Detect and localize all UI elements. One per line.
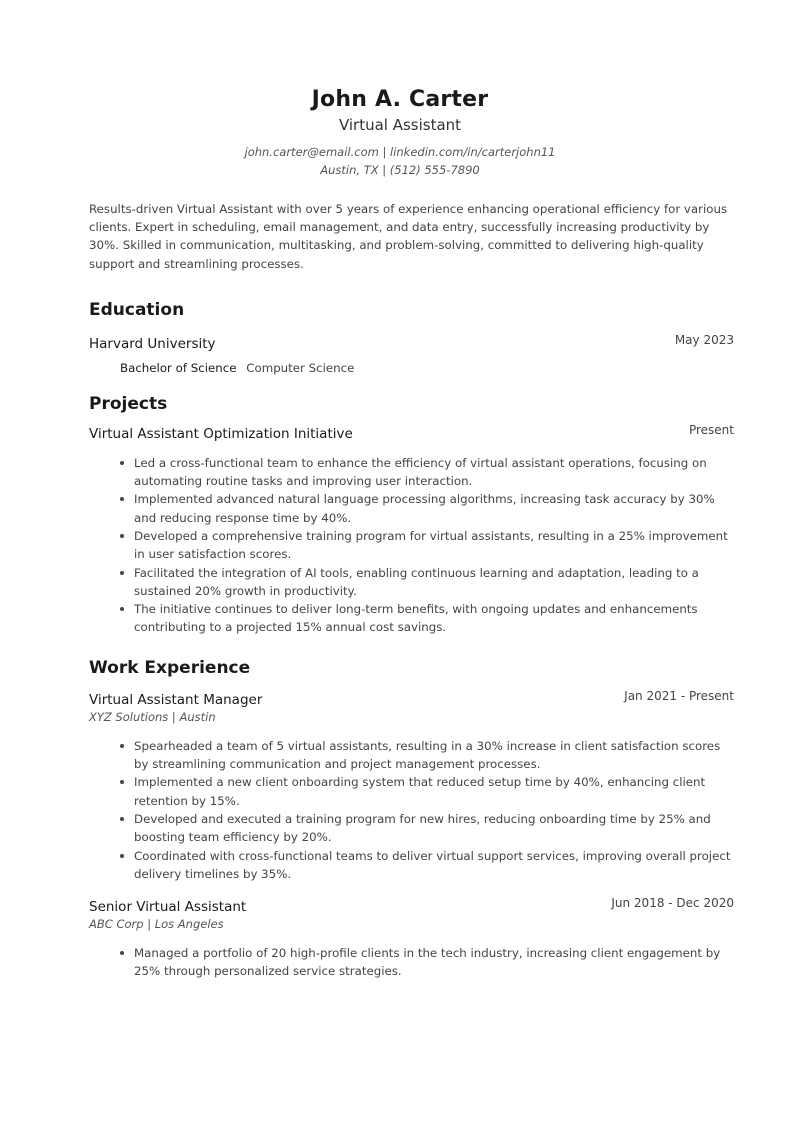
- job-title: Senior Virtual Assistant: [89, 899, 247, 916]
- projects-heading: Projects: [89, 393, 168, 414]
- job-company: XYZ Solutions | Austin: [89, 709, 216, 724]
- project-bullets: [89, 454, 734, 637]
- list-item: Implemented advanced natural language processing algorithms, increasing task accuracy by 30% and reducing response time by 40%.: [116, 490, 734, 527]
- list-item: Facilitated the integration of AI tools, enabling continuous learning and adaptation, leading to a sustained 20% growth in productivity.: [116, 564, 734, 601]
- list-item: The initiative continues to deliver long-term benefits, with ongoing updates and enhancements contributing to a projected 15% annual cost savings.: [116, 600, 734, 637]
- education-date: May 2023: [674, 332, 734, 347]
- education-section: [89, 299, 734, 376]
- job-title: Virtual Assistant Manager: [89, 691, 263, 708]
- list-item: Implemented a new client onboarding system that reduced setup time by 40%, enhancing client retention by 15%.: [116, 773, 734, 810]
- contact-info: [0, 143, 800, 179]
- project-title: Virtual Assistant Optimization Initiative: [89, 425, 353, 442]
- project-date: Present: [688, 422, 734, 437]
- education-heading: Education: [89, 299, 185, 320]
- job-date: Jun 2018 - Dec 2020: [611, 896, 734, 911]
- degree-name: Bachelor of Science: [120, 360, 237, 375]
- job-date: Jan 2021 - Present: [624, 688, 734, 703]
- degree-line: [120, 360, 734, 376]
- list-item: Developed and executed a training program for new hires, reducing onboarding time by 25% and boosting team efficiency by 20%.: [116, 810, 734, 847]
- list-item: Led a cross-functional team to enhance the efficiency of virtual assistant operations, focusing on automating routine tasks and improving user interaction.: [116, 454, 734, 491]
- contact-location-phone: Austin, TX | (512) 555-7890: [320, 163, 480, 177]
- candidate-title: Virtual Assistant: [338, 116, 462, 134]
- list-item: Managed a portfolio of 20 high-profile clients in the tech industry, increasing client engagement by 25% through personalized service strategies.: [116, 944, 734, 981]
- job-company: ABC Corp | Los Angeles: [89, 917, 224, 932]
- work-heading: Work Experience: [89, 657, 251, 678]
- projects-section: [89, 393, 734, 637]
- list-item: Developed a comprehensive training program for virtual assistants, resulting in a 25% improvement in user satisfaction scores.: [116, 527, 734, 564]
- work-section: [89, 657, 734, 981]
- job-entry: [89, 688, 734, 883]
- list-item: Spearheaded a team of 5 virtual assistants, resulting in a 30% increase in client satisfaction scores by streamlining communication and project management processes.: [116, 737, 734, 774]
- list-item: Coordinated with cross-functional teams to deliver virtual support services, improving overall project delivery timelines by 35%.: [116, 847, 734, 884]
- education-entry: [89, 332, 734, 353]
- project-entry: [89, 422, 734, 443]
- candidate-name: John A. Carter: [311, 87, 489, 112]
- summary-paragraph: Results-driven Virtual Assistant with over 5 years of experience enhancing operational efficiency for various clients. Expert in scheduling, email management, and data entry, successfully increasing productivity by 30%. Skilled in communication, multitasking, and problem-solving, committed to delivering high-quality support and streamlining processes.: [89, 202, 728, 271]
- job-bullets: [89, 737, 734, 883]
- contact-email-linkedin: john.carter@email.com | linkedin.com/in/carterjohn11: [244, 145, 556, 159]
- job-header: [89, 898, 734, 916]
- job-header: [89, 688, 734, 709]
- resume-header: [0, 0, 800, 179]
- job-bullets: [89, 944, 734, 981]
- degree-field: Computer Science: [246, 360, 355, 375]
- resume-body: [89, 200, 734, 981]
- school-name: Harvard University: [89, 335, 216, 352]
- job-entry: [89, 898, 734, 981]
